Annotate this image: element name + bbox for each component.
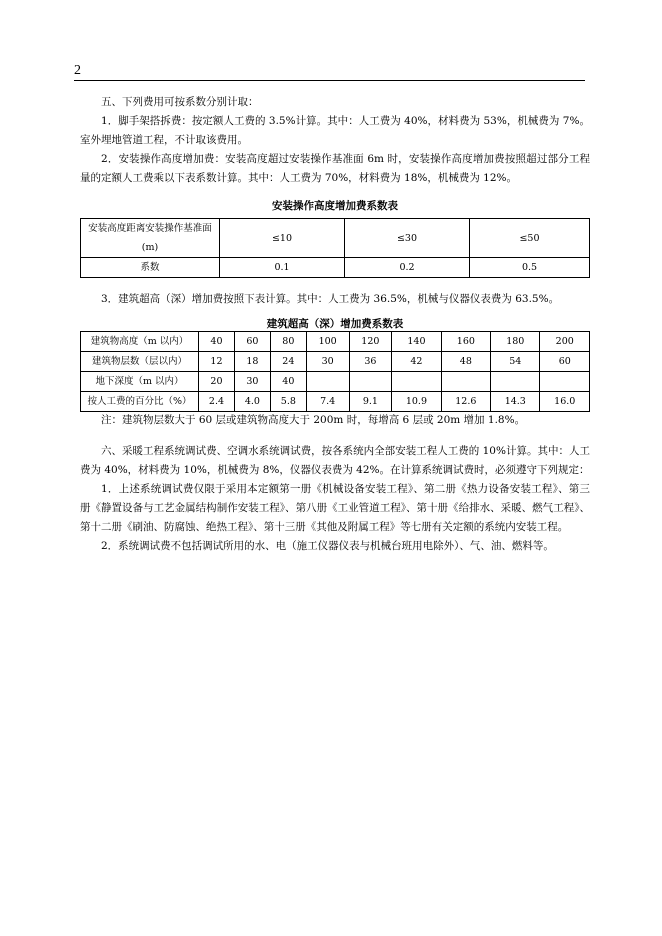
table-cell bbox=[349, 372, 392, 392]
section6-item1: 1．上述系统调试费仅限于采用本定额第一册《机械设备安装工程》、第二册《热力设备安装工程》、第三册《静置设备与工艺金属结构制作安装工程》、第八册《工业管道工程》、第十册《给排水、采暖、燃气工程》、第十二册《刷油、防腐蚀、绝热工程》、第十三册《其他及附属工程》等七册有关定额的系统内安装工程。 bbox=[80, 483, 590, 533]
table-row bbox=[81, 258, 590, 278]
table-cell: 80 bbox=[270, 332, 306, 352]
table-cell: 160 bbox=[441, 332, 490, 352]
table2-title: 建筑超高（深）增加费系数表 bbox=[266, 318, 404, 330]
table-cell bbox=[491, 372, 540, 392]
table-cell: 2.4 bbox=[199, 392, 235, 412]
table-cell: 14.3 bbox=[491, 392, 540, 412]
table-row bbox=[81, 332, 590, 352]
table-cell bbox=[441, 372, 490, 392]
table-cell: 60 bbox=[234, 332, 270, 352]
table-cell: 按人工费的百分比（%） bbox=[81, 392, 199, 412]
table-cell: 120 bbox=[349, 332, 392, 352]
table-cell: 0.1 bbox=[220, 258, 345, 278]
table-row bbox=[81, 352, 590, 372]
table-cell: 12.6 bbox=[441, 392, 490, 412]
table1-height-coefficient bbox=[80, 218, 590, 278]
table-row bbox=[81, 392, 590, 412]
table1-title: 安装操作高度增加费系数表 bbox=[272, 200, 398, 212]
table-cell bbox=[306, 372, 349, 392]
table-cell: 安装高度距离安装操作基准面(m) bbox=[81, 219, 220, 258]
table-cell: 建筑物高度（m 以内） bbox=[81, 332, 199, 352]
table2-note: 注：建筑物层数大于 60 层或建筑物高度大于 200m 时，每增高 6 层或 20m 增加 1.8%。 bbox=[101, 414, 526, 426]
table-cell: 180 bbox=[491, 332, 540, 352]
section5-item2: 2．安装操作高度增加费：安装高度超过安装操作基准面 6m 时，安装操作高度增加费按照超过部分工程量的定额人工费乘以下表系数计算。其中：人工费为 70%，材料费为 18%，机械费为 12%。 bbox=[80, 153, 590, 184]
table-cell: 40 bbox=[199, 332, 235, 352]
table-cell: 4.0 bbox=[234, 392, 270, 412]
table-cell: 60 bbox=[540, 352, 590, 372]
section5-heading: 五、下列费用可按系数分别计取： bbox=[101, 96, 259, 108]
header-rule bbox=[74, 80, 585, 81]
table-cell: 140 bbox=[392, 332, 441, 352]
table-cell bbox=[540, 372, 590, 392]
table-cell: 系数 bbox=[81, 258, 220, 278]
section5-item3: 3．建筑超高（深）增加费按照下表计算。其中：人工费为 36.5%，机械与仪器仪表费为 63.5%。 bbox=[101, 293, 560, 305]
table-cell: 7.4 bbox=[306, 392, 349, 412]
table-cell: 10.9 bbox=[392, 392, 441, 412]
table-cell: 0.5 bbox=[470, 258, 590, 278]
table-cell: 24 bbox=[270, 352, 306, 372]
table-cell: ≤30 bbox=[345, 219, 470, 258]
table-cell: 100 bbox=[306, 332, 349, 352]
table-cell: 20 bbox=[199, 372, 235, 392]
table-cell: 12 bbox=[199, 352, 235, 372]
table-cell: 40 bbox=[270, 372, 306, 392]
table-cell: 18 bbox=[234, 352, 270, 372]
page-number: 2 bbox=[74, 63, 81, 78]
table-cell: 54 bbox=[491, 352, 540, 372]
document-body bbox=[80, 93, 590, 556]
table-cell: ≤10 bbox=[220, 219, 345, 258]
table-cell: 42 bbox=[392, 352, 441, 372]
table-cell: 地下深度（m 以内） bbox=[81, 372, 199, 392]
table-cell: ≤50 bbox=[470, 219, 590, 258]
table-cell: 建筑物层数（层以内） bbox=[81, 352, 199, 372]
table-cell: 200 bbox=[540, 332, 590, 352]
table-cell: 48 bbox=[441, 352, 490, 372]
table-row bbox=[81, 219, 590, 258]
section6-heading: 六、采暖工程系统调试费、空调水系统调试费，按各系统内全部安装工程人工费的 10%计算。其中：人工费为 40%，材料费为 10%，机械费为 8%，仪器仪表费为 42%。在计算系统调试费时，必须遵守下列规定： bbox=[80, 445, 590, 476]
section6-item2: 2．系统调试费不包括调试所用的水、电（施工仪器仪表与机械台班用电除外）、气、油、燃料等。 bbox=[101, 540, 554, 552]
table-row bbox=[81, 372, 590, 392]
table-cell: 0.2 bbox=[345, 258, 470, 278]
table-cell: 36 bbox=[349, 352, 392, 372]
table-cell bbox=[392, 372, 441, 392]
table-cell: 5.8 bbox=[270, 392, 306, 412]
table2-building-height bbox=[80, 331, 590, 412]
table-cell: 30 bbox=[234, 372, 270, 392]
section5-item1: 1．脚手架搭拆费：按定额人工费的 3.5%计算。其中：人工费为 40%，材料费为 53%，机械费为 7%。室外埋地管道工程，不计取该费用。 bbox=[80, 115, 590, 146]
table-cell: 9.1 bbox=[349, 392, 392, 412]
table-cell: 16.0 bbox=[540, 392, 590, 412]
table-cell: 30 bbox=[306, 352, 349, 372]
